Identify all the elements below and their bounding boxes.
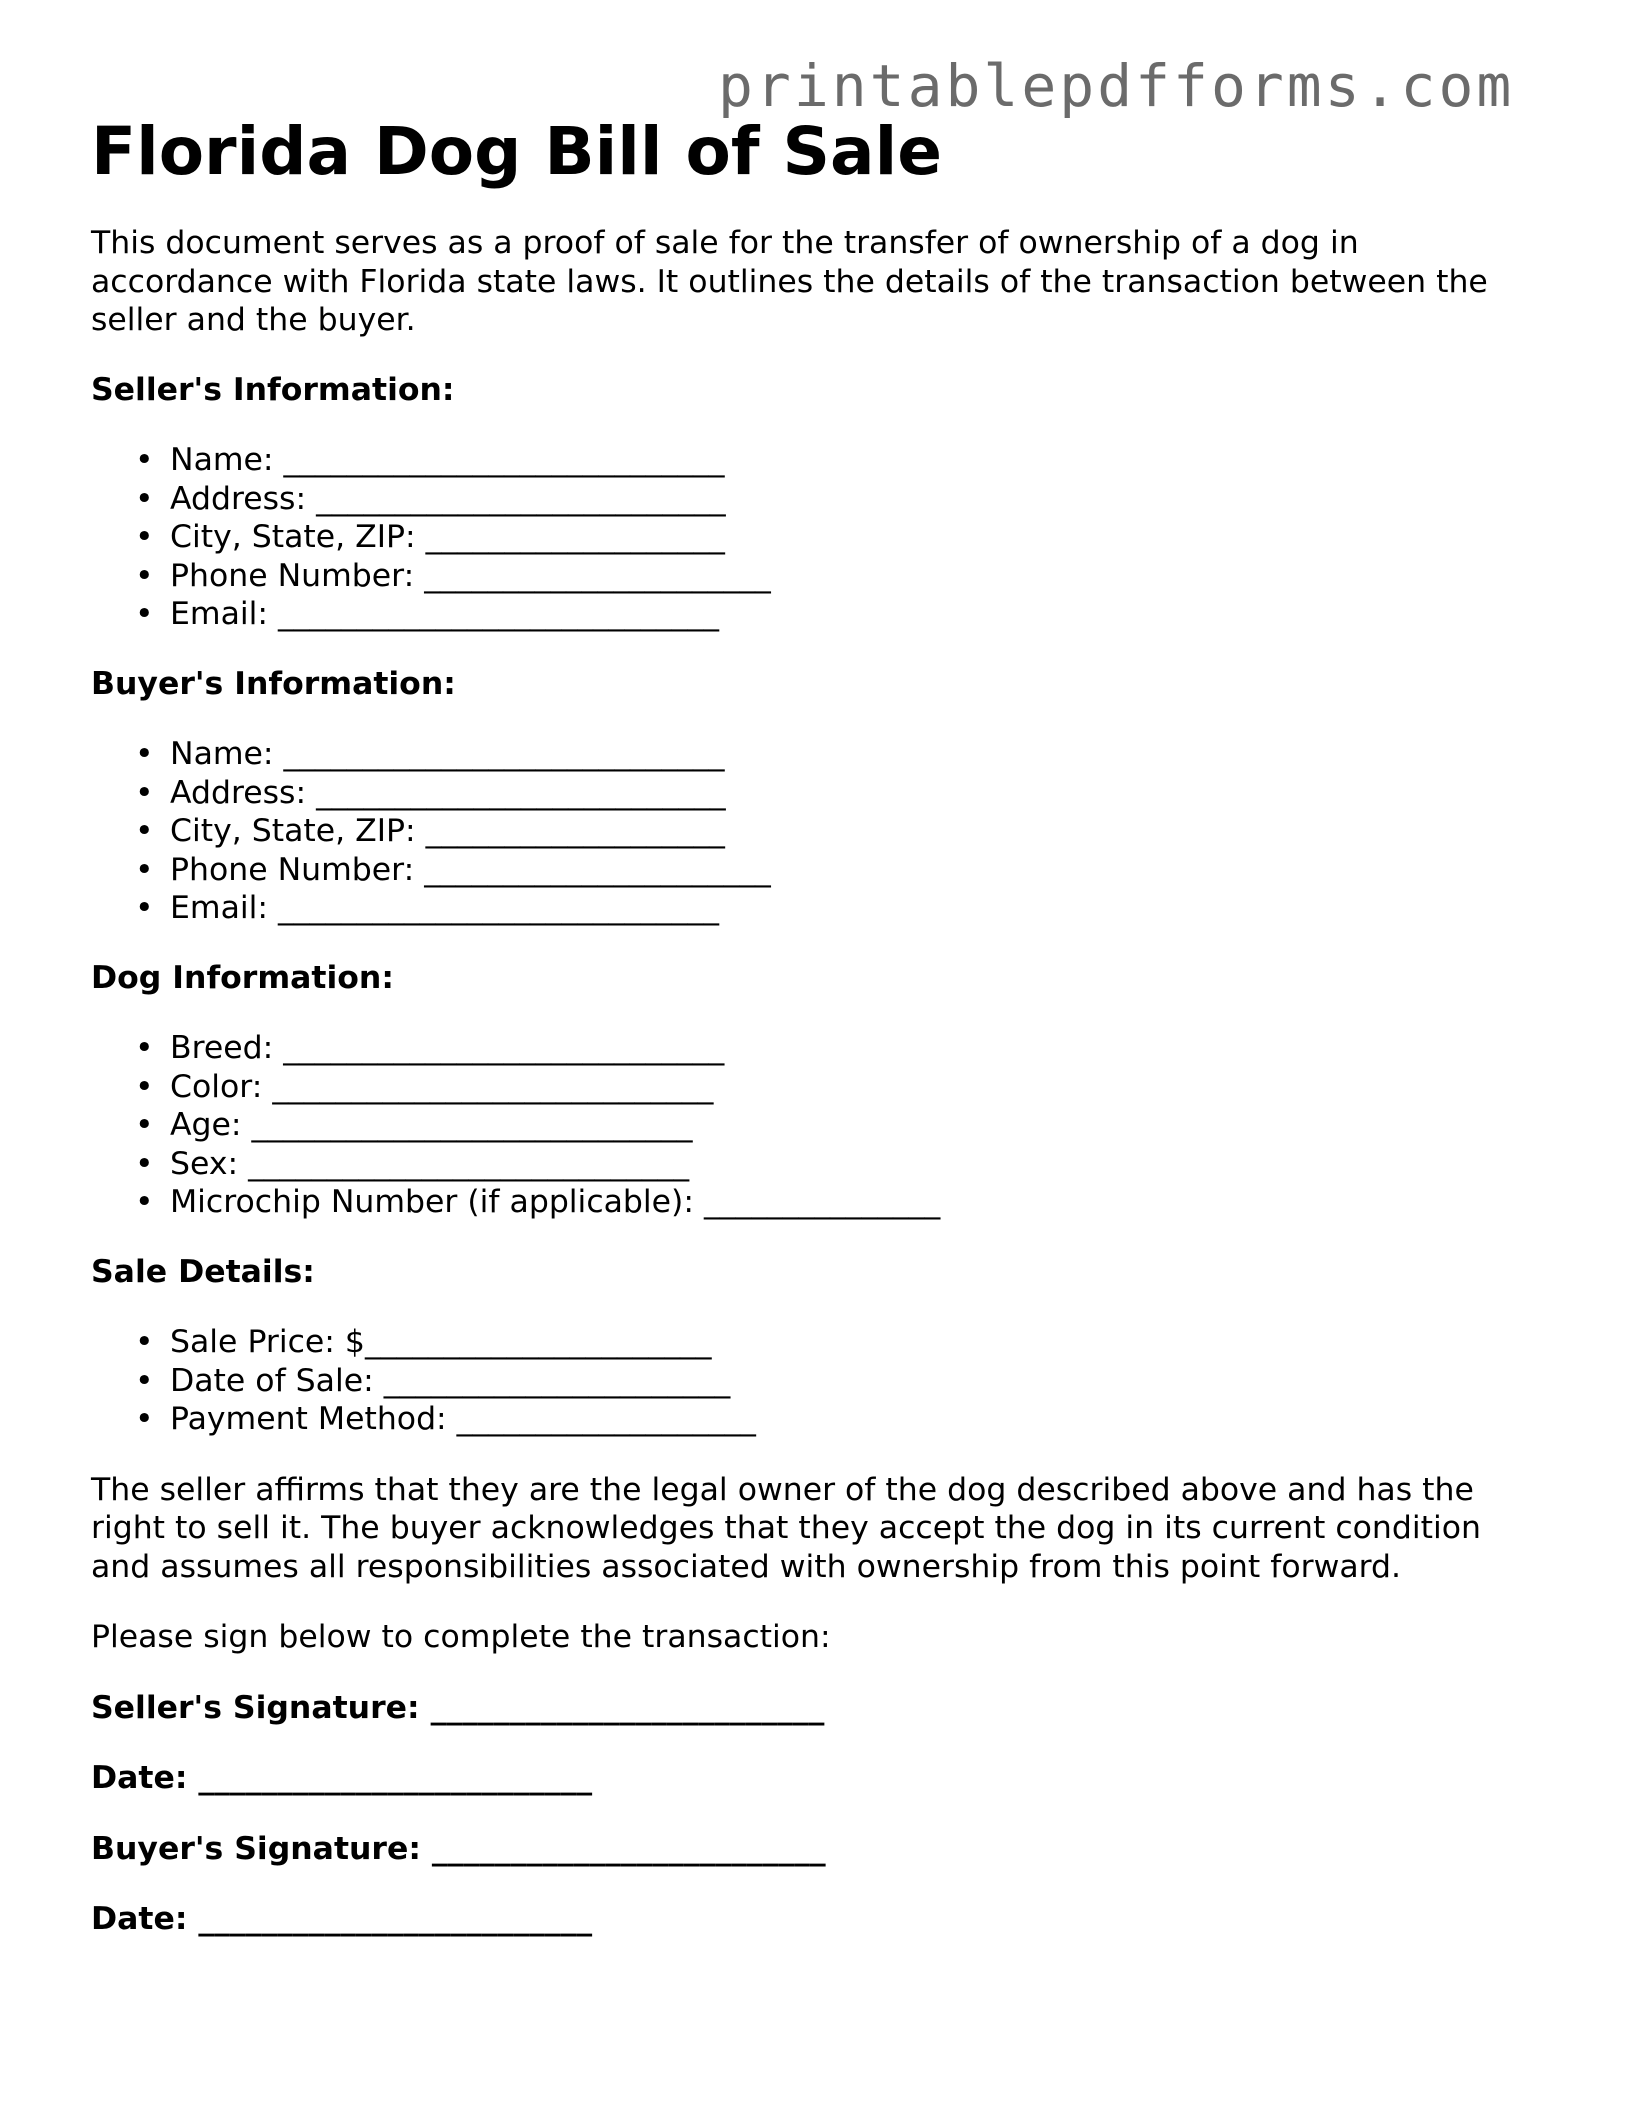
dog-sex-field[interactable] [135,1145,1571,1184]
bullet-icon: • [135,557,154,594]
buyer-phone-field[interactable] [135,851,1571,890]
bullet-icon: • [135,1184,154,1220]
bullet-icon: • [135,890,154,926]
field-label: Name: ____________________________ [170,442,725,478]
field-label: Phone Number: ______________________ [170,851,771,888]
seller-address-field[interactable] [135,480,1571,519]
bullet-icon: • [135,1068,154,1105]
seller-email-field[interactable] [135,595,1571,634]
bullet-icon: • [135,774,154,811]
sale-section-heading: Sale Details: [91,1253,315,1290]
payment-method-field[interactable] [135,1400,1571,1439]
seller-city-state-zip-field[interactable] [135,518,1571,557]
field-label: Microchip Number (if applicable): _______________ [170,1184,941,1220]
bullet-icon: • [135,1401,154,1437]
field-label: Name: ____________________________ [170,736,725,772]
seller-section-heading: Seller's Information: [91,371,455,408]
field-label: Address: __________________________ [170,774,726,811]
field-label: Payment Method: ___________________ [170,1401,756,1437]
intro-paragraph: This document serves as a proof of sale for the transfer of ownership of a dog in accordance with Florida state laws. It outlines the details of the transaction between the seller and the buyer. [91,225,1488,338]
dog-age-field[interactable] [135,1106,1571,1145]
document-title: Florida Dog Bill of Sale [91,113,942,190]
field-label: Email: ____________________________ [170,596,720,632]
seller-name-field[interactable] [135,441,1571,480]
dog-breed-field[interactable] [135,1029,1571,1068]
field-label: Age: ____________________________ [170,1107,693,1143]
field-label: Date of Sale: ______________________ [170,1362,731,1399]
watermark: printablepdfforms.com [718,52,1515,120]
buyer-info-list [91,735,1571,928]
seller-info-list [91,441,1571,634]
sale-date-field[interactable] [135,1362,1571,1401]
field-label: City, State, ZIP: ___________________ [170,813,725,849]
bullet-icon: • [135,1145,154,1182]
bullet-icon: • [135,851,154,888]
field-label: Color: ____________________________ [170,1068,714,1105]
document [91,110,1571,1939]
bullet-icon: • [135,736,154,772]
sale-details-list [91,1323,1571,1439]
bullet-icon: • [135,1324,154,1360]
buyer-date-field[interactable]: Date: _________________________ [91,1901,593,1937]
bullet-icon: • [135,596,154,632]
bullet-icon: • [135,1030,154,1066]
dog-microchip-field[interactable] [135,1183,1571,1222]
field-label: Email: ____________________________ [170,890,720,926]
field-label: City, State, ZIP: ___________________ [170,519,725,555]
bullet-icon: • [135,480,154,517]
field-label: Address: __________________________ [170,480,726,517]
buyer-signature-field[interactable]: Buyer's Signature: _________________________ [91,1830,826,1867]
sign-prompt: Please sign below to complete the transaction: [91,1619,831,1655]
bullet-icon: • [135,442,154,478]
buyer-email-field[interactable] [135,889,1571,928]
buyer-name-field[interactable] [135,735,1571,774]
seller-signature-field[interactable]: Seller's Signature: _________________________ [91,1689,825,1726]
buyer-section-heading: Buyer's Information: [91,665,456,702]
seller-phone-field[interactable] [135,557,1571,596]
field-label: Sale Price: $______________________ [170,1324,712,1360]
bullet-icon: • [135,1362,154,1399]
bullet-icon: • [135,519,154,555]
field-label: Phone Number: ______________________ [170,557,771,594]
dog-section-heading: Dog Information: [91,959,394,996]
affirmation-paragraph: The seller affirms that they are the legal owner of the dog described above and has the right to sell it. The buyer acknowledges that they accept the dog in its current condition and assumes all responsibilities associated with ownership from this point forward. [91,1471,1481,1585]
field-label: Breed: ____________________________ [170,1030,725,1066]
buyer-address-field[interactable] [135,774,1571,813]
buyer-city-state-zip-field[interactable] [135,812,1571,851]
bullet-icon: • [135,1107,154,1143]
dog-color-field[interactable] [135,1068,1571,1107]
sale-price-field[interactable] [135,1323,1571,1362]
dog-info-list [91,1029,1571,1222]
bullet-icon: • [135,813,154,849]
field-label: Sex: ____________________________ [170,1145,690,1182]
seller-date-field[interactable]: Date: _________________________ [91,1760,593,1796]
